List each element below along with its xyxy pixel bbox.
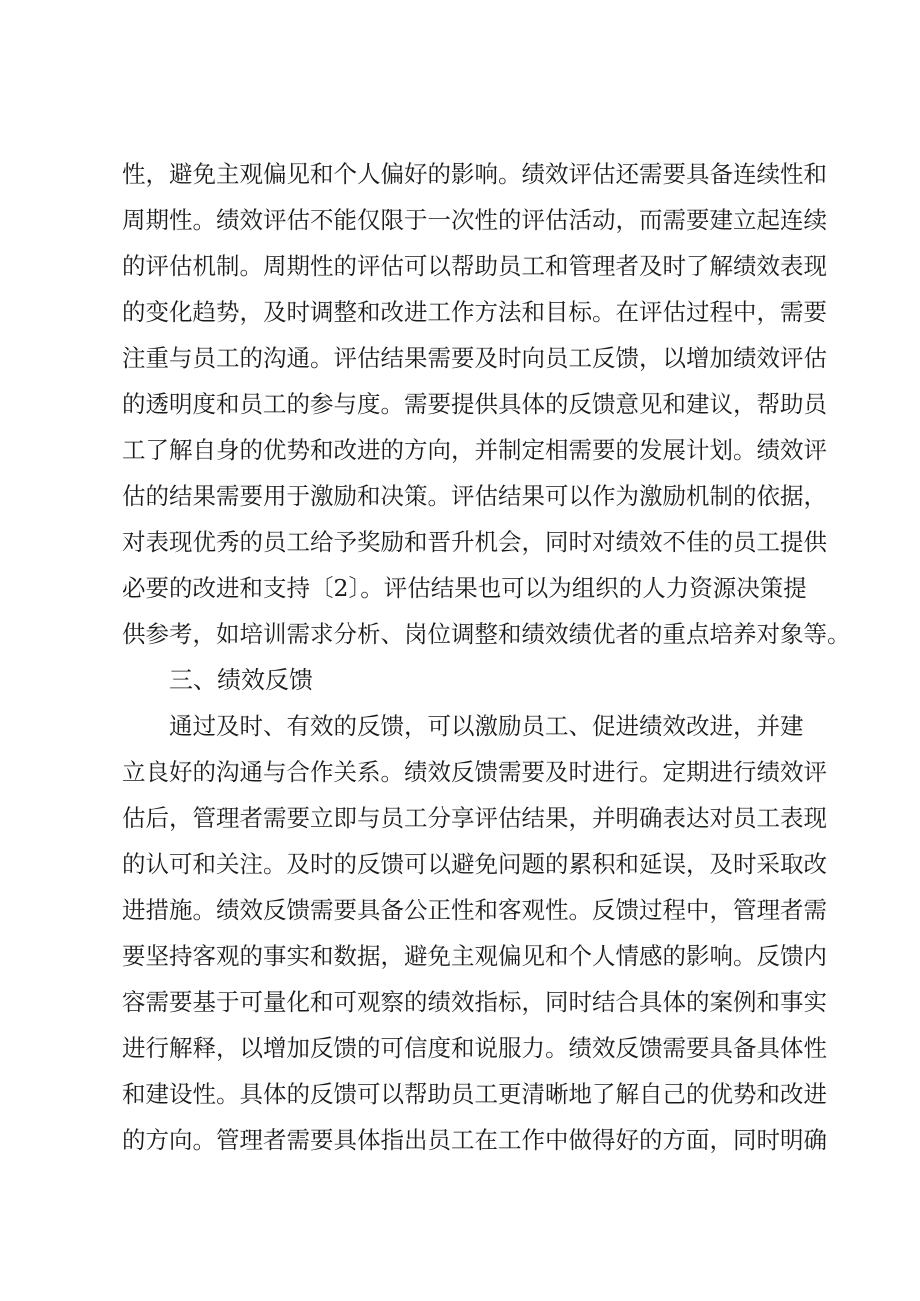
paragraph-feedback xyxy=(122,703,827,1163)
paragraph-evaluation xyxy=(122,151,851,657)
text-line: 估的结果需要用于激励和决策。评估结果可以作为激励机制的依据， xyxy=(122,482,827,510)
text-line: 估后，管理者需要立即与员工分享评估结果，并明确表达对员工表现 xyxy=(122,804,827,832)
text-line: 和建设性。具体的反馈可以帮助员工更清晰地了解自己的优势和改进 xyxy=(122,1080,827,1108)
section-heading: 三、绩效反馈 xyxy=(169,666,313,694)
text-line: 进措施。绩效反馈需要具备公正性和客观性。反馈过程中，管理者需 xyxy=(122,896,827,924)
text-line: 的认可和关注。及时的反馈可以避免问题的累积和延误，及时采取改 xyxy=(122,850,827,878)
text-line: 对表现优秀的员工给予奖励和晋升机会，同时对绩效不佳的员工提供 xyxy=(122,528,827,556)
text-line: 性，避免主观偏见和个人偏好的影响。绩效评估还需要具备连续性和 xyxy=(122,160,827,188)
text-line: 进行解释，以增加反馈的可信度和说服力。绩效反馈需要具备具体性 xyxy=(122,1034,827,1062)
document-page xyxy=(122,151,851,1163)
text-line: 供参考，如培训需求分析、岗位调整和绩效绩优者的重点培养对象等。 xyxy=(122,620,851,648)
text-line: 周期性。绩效评估不能仅限于一次性的评估活动，而需要建立起连续 xyxy=(122,206,827,234)
text-line: 必要的改进和支持〔2〕。评估结果也可以为组织的人力资源决策提 xyxy=(122,574,807,602)
text-line: 通过及时、有效的反馈，可以激励员工、促进绩效改进，并建 xyxy=(169,712,804,740)
text-line: 的透明度和员工的参与度。需要提供具体的反馈意见和建议，帮助员 xyxy=(122,390,827,418)
text-line: 的方向。管理者需要具体指出员工在工作中做得好的方面，同时明确 xyxy=(122,1126,827,1154)
text-line: 的评估机制。周期性的评估可以帮助员工和管理者及时了解绩效表现 xyxy=(122,252,827,280)
text-line: 的变化趋势，及时调整和改进工作方法和目标。在评估过程中，需要 xyxy=(122,298,827,326)
text-line: 要坚持客观的事实和数据，避免主观偏见和个人情感的影响。反馈内 xyxy=(122,942,827,970)
text-line: 立良好的沟通与合作关系。绩效反馈需要及时进行。定期进行绩效评 xyxy=(122,758,827,786)
text-line: 注重与员工的沟通。评估结果需要及时向员工反馈，以增加绩效评估 xyxy=(122,344,827,372)
text-line: 工了解自身的优势和改进的方向，并制定相需要的发展计划。绩效评 xyxy=(122,436,827,464)
text-line: 容需要基于可量化和可观察的绩效指标，同时结合具体的案例和事实 xyxy=(122,988,827,1016)
